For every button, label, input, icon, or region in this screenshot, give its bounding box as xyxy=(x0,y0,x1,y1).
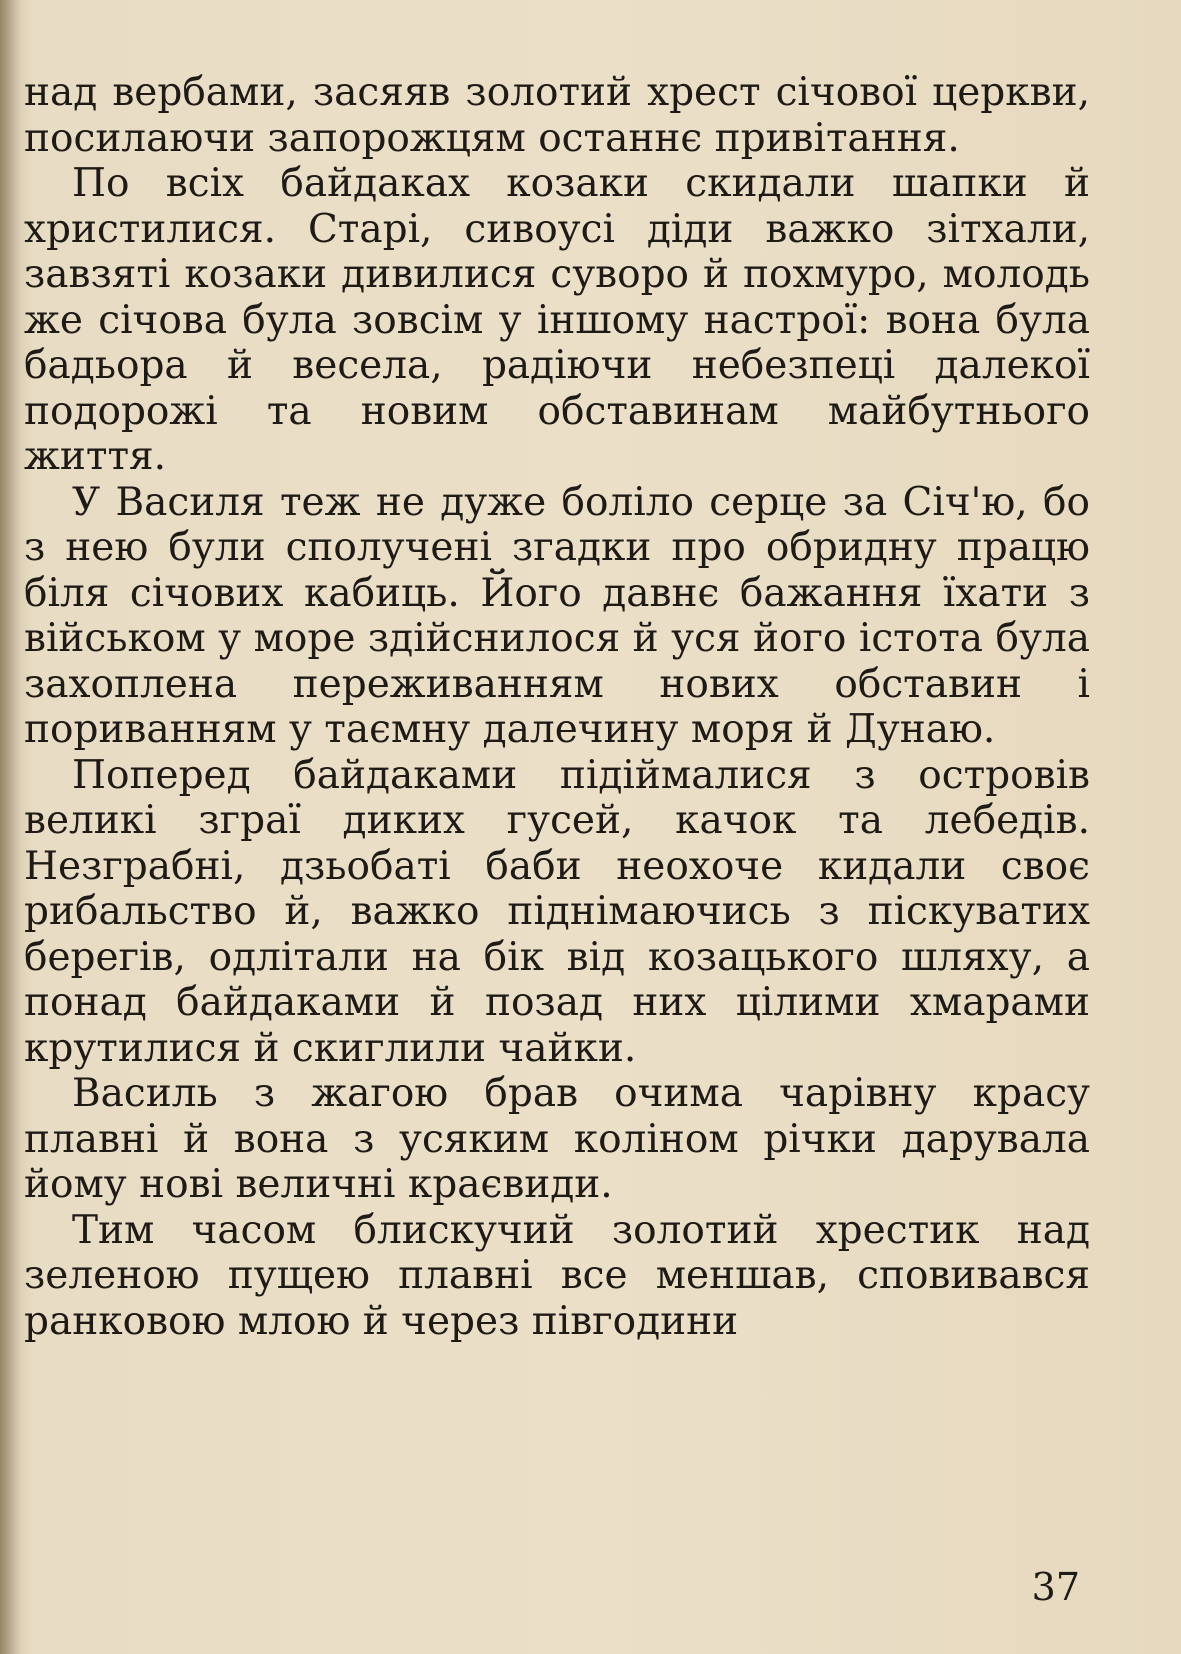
paragraph-3: У Василя теж не дуже боліло серце за Січ'ю, бо з нею були сполучені згадки про обридну працю біля січових кабиць. Його давнє бажання їхати з військом у море здійснилося й уся його істота була захоплена переживанням нових обставин і пориванням у таємну далечину моря й Дунаю. xyxy=(24,479,1090,752)
paragraph-5: Василь з жагою брав очима чарівну красу плавні й вона з усяким коліном річки дарувала йому нові величні краєвиди. xyxy=(24,1071,1090,1207)
paragraph-2: По всіх байдаках козаки скидали шапки й христилися. Старі, сивоусі діди важко зітхали, завзяті козаки дивилися суворо й похмуро, молодь же січова була зовсім у іншому настрої: вона була бадьора й весела, радіючи небезпеці далекої подорожі та новим обставинам майбутнього життя. xyxy=(24,161,1090,479)
spine-shadow xyxy=(0,0,22,1654)
page-number: 37 xyxy=(1031,1565,1080,1609)
page-text xyxy=(24,70,1090,1344)
paragraph-4: Поперед байдаками підіймалися з островів великі зграї диких гусей, качок та лебедів. Незграбні, дзьобаті баби неохоче кидали своє рибальство й, важко піднімаючись з піскуватих берегів, одлітали на бік від козацького шляху, а понад байдаками й позад них цілими хмарами крутилися й скиглили чайки. xyxy=(24,752,1090,1071)
paragraph-1: над вербами, засяяв золотий хрест січової церкви, посилаючи запорожцям останнє привітання. xyxy=(24,70,1090,161)
paragraph-6: Тим часом блискучий золотий хрестик над зеленою пущею плавні все меншав, сповивався ранковою млою й через півгодини xyxy=(24,1207,1090,1344)
